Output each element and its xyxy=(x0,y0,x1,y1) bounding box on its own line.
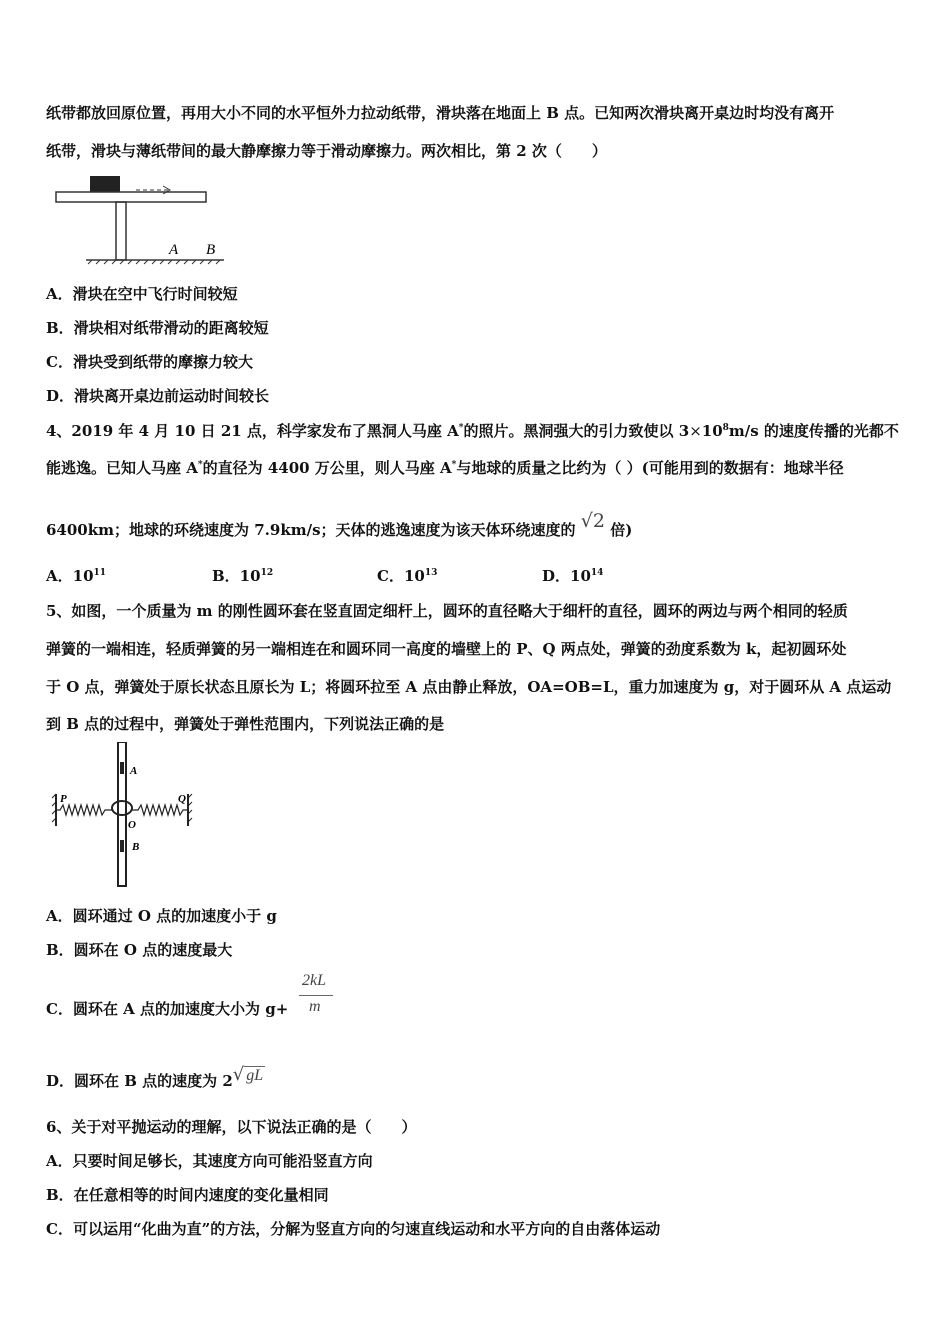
fraction-bar xyxy=(299,995,333,996)
q5-stem-line-1: 5、如图，一个质量为 m 的刚性圆环套在竖直固定细杆上，圆环的直径略大于细杆的直径，圆环的两边与两个相同的轻质 xyxy=(46,602,848,620)
sqrt-two: √2 xyxy=(580,510,605,532)
q3-option-c: C．滑块受到纸带的摩擦力较大 xyxy=(46,353,253,371)
table-top xyxy=(56,192,206,202)
fraction-numerator: 2kL xyxy=(302,972,326,989)
q5-option-a: A．圆环通过 O 点的加速度小于 g xyxy=(46,907,277,925)
q5-option-d: D．圆环在 B 点的速度为 2√ gL xyxy=(46,1064,264,1090)
fraction-denominator: m xyxy=(309,998,321,1015)
q5-option-c: C．圆环在 A 点的加速度大小为 g+ xyxy=(46,1000,289,1018)
ring xyxy=(112,801,132,815)
slider-block xyxy=(90,176,120,192)
q5-option-b: B．圆环在 O 点的速度最大 xyxy=(46,941,233,959)
table-leg xyxy=(116,202,126,260)
q6-option-a: A．只要时间足够长，其速度方向可能沿竖直方向 xyxy=(46,1152,373,1170)
point-b-label: B xyxy=(206,242,216,258)
sqrt-sign: √ xyxy=(232,1064,245,1085)
q6-stem: 6、关于对平抛运动的理解，以下说法正确的是（ ） xyxy=(46,1118,417,1136)
q3-stem-line-2: 纸带，滑块与薄纸带间的最大静摩擦力等于滑动摩擦力。两次相比，第 2 次（ ） xyxy=(46,142,607,160)
wall-label-p: P xyxy=(60,793,67,805)
rod-label-o: O xyxy=(128,819,136,831)
right-spring xyxy=(132,805,188,815)
point-b-mark xyxy=(120,840,124,852)
q5-stem-line-3: 于 O 点，弹簧处于原长状态且原长为 L；将圆环拉至 A 点由静止释放，OA=OB=L，重力加速度为 g，对于圆环从 A 点运动 xyxy=(46,678,892,696)
point-a-label: A xyxy=(169,242,179,258)
rod-label-a: A xyxy=(130,765,138,777)
q4-option-c: C．$10^{13}$ xyxy=(377,567,438,585)
sqrt-radicand: gL xyxy=(246,1067,264,1084)
q4-option-b: B．$10^{12}$ xyxy=(212,567,274,585)
rod-label-b: B xyxy=(132,841,140,853)
q4-option-d: D．$10^{14}$ xyxy=(542,567,604,585)
point-a-mark xyxy=(120,762,124,774)
left-spring xyxy=(56,805,112,815)
q3-option-b: B．滑块相对纸带滑动的距离较短 xyxy=(46,319,269,337)
q4-stem-line-3: 6400km；地球的环绕速度为 7.9km/s；天体的逃逸速度为该天体环绕速度的 √2 倍) xyxy=(46,510,633,539)
q5-stem-line-4: 到 B 点的过程中，弹簧处于弹性范围内，下列说法正确的是 xyxy=(46,715,445,733)
q3-option-d: D．滑块离开桌边前运动时间较长 xyxy=(46,387,270,405)
q4-stem-line-2: 能逃逸。已知人马座 A*的直径为 4400 万公里，则人马座 A*与地球的质量之比约为（ ）(可能用到的数据有：地球半径 xyxy=(46,459,844,477)
q3-option-a: A．滑块在空中飞行时间较短 xyxy=(46,285,238,303)
q3-table-diagram xyxy=(46,168,236,268)
q5-stem-line-2: 弹簧的一端相连，轻质弹簧的另一端相连在和圆环同一高度的墙壁上的 P、Q 两点处，弹簧的劲度系数为 k，起初圆环处 xyxy=(46,640,847,658)
q3-stem-line-1: 纸带都放回原位置，再用大小不同的水平恒外力拉动纸带，滑块落在地面上 B 点。已知两次滑块离开桌边时均没有离开 xyxy=(46,104,835,122)
q6-option-c: C．可以运用“化曲为直”的方法，分解为竖直方向的匀速直线运动和水平方向的自由落体运动 xyxy=(46,1220,661,1238)
q4-option-a: A．$10^{11}$ xyxy=(46,567,107,585)
q5-spring-diagram xyxy=(46,742,206,888)
q6-option-b: B．在任意相等的时间内速度的变化量相同 xyxy=(46,1186,329,1204)
q4-stem-line-1: 4、2019 年 4 月 10 日 21 点，科学家发布了黑洞人马座 A*的照片。黑洞强大的引力致使以 $3\times 10^8m/s$ 的速度传播的光都不 xyxy=(46,422,899,440)
wall-label-q: Q xyxy=(178,793,186,805)
